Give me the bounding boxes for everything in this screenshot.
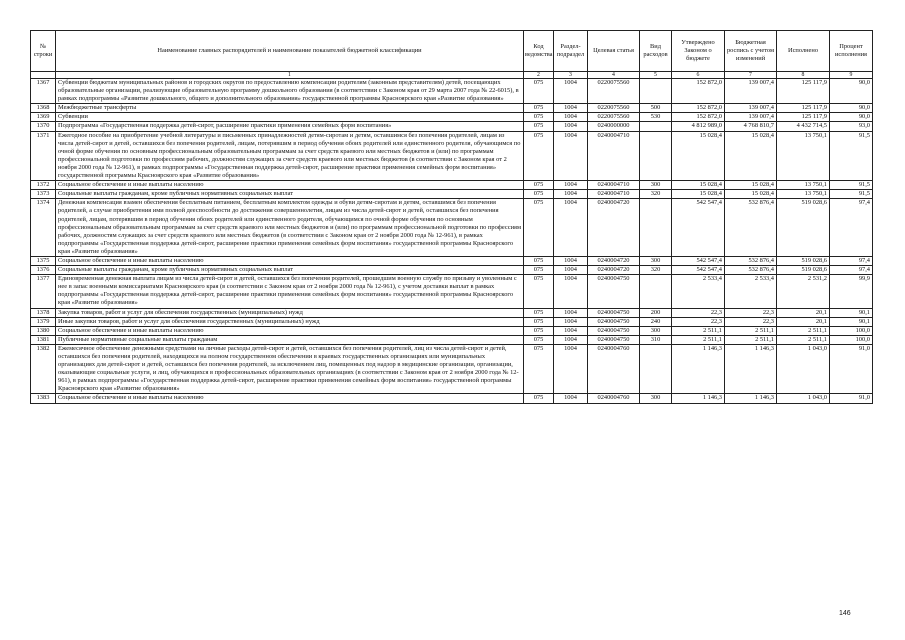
row-expense-type: 300 xyxy=(640,256,672,265)
row-expense-type xyxy=(640,79,672,104)
row-schedule: 1 146,3 xyxy=(725,394,777,403)
row-executed: 519 028,6 xyxy=(777,266,830,275)
row-target: 0220075560 xyxy=(588,113,640,122)
row-section: 1004 xyxy=(554,317,588,326)
table-row xyxy=(31,266,873,275)
row-number: 1377 xyxy=(31,275,56,308)
row-expense-type xyxy=(640,131,672,181)
row-approved: 22,3 xyxy=(672,317,725,326)
table-row xyxy=(31,256,873,265)
row-schedule: 22,3 xyxy=(725,308,777,317)
row-name: Иные закупки товаров, работ и услуг для обеспечения государственных (муниципальных) нужд xyxy=(56,317,524,326)
row-target: 0240004720 xyxy=(588,199,640,257)
row-percent: 97,4 xyxy=(830,256,873,265)
row-target: 0240004720 xyxy=(588,266,640,275)
table-row xyxy=(31,181,873,190)
row-percent: 97,4 xyxy=(830,266,873,275)
row-section: 1004 xyxy=(554,344,588,394)
table-row xyxy=(31,275,873,308)
row-expense-type: 320 xyxy=(640,190,672,199)
row-number: 1368 xyxy=(31,104,56,113)
row-percent: 91,5 xyxy=(830,131,873,181)
row-target: 0240004750 xyxy=(588,335,640,344)
row-section: 1004 xyxy=(554,199,588,257)
row-approved: 22,3 xyxy=(672,308,725,317)
row-name: Единовременная денежная выплата лицам из числа детей-сирот и детей, оставшихся без попечения родителей, прошедшим военную службу по призыву и уволенным с нее в запас военными комиссариатами Красноярского края (в соответствии с Законом края от 2 ноября 2000 года № 12-961), с учетом доставки выплат в рамках подпрограммы «Государственная поддержка детей-сирот, расширение практики применения семейных форм воспитания» государственной программы Красноярского края «Развитие образования» xyxy=(56,275,524,308)
row-expense-type: 310 xyxy=(640,335,672,344)
row-percent: 90,1 xyxy=(830,317,873,326)
column-number: 8 xyxy=(777,72,830,79)
row-target: 0240004750 xyxy=(588,308,640,317)
table-row xyxy=(31,317,873,326)
row-approved: 15 028,4 xyxy=(672,181,725,190)
row-executed: 20,1 xyxy=(777,317,830,326)
row-schedule: 532 876,4 xyxy=(725,266,777,275)
row-executed: 4 432 714,5 xyxy=(777,122,830,131)
row-target: 0240000000 xyxy=(588,122,640,131)
row-dept-code: 075 xyxy=(524,190,554,199)
row-schedule: 1 146,3 xyxy=(725,344,777,394)
row-approved: 152 872,0 xyxy=(672,79,725,104)
row-dept-code: 075 xyxy=(524,199,554,257)
row-number: 1381 xyxy=(31,335,56,344)
column-number xyxy=(31,72,56,79)
table-row xyxy=(31,79,873,104)
row-approved: 542 547,4 xyxy=(672,266,725,275)
row-executed: 125 117,9 xyxy=(777,79,830,104)
header-approved: Утверждено Законом о бюджете xyxy=(672,31,725,72)
row-name: Социальные выплаты гражданам, кроме публичных нормативных социальных выплат xyxy=(56,190,524,199)
row-target: 0240004710 xyxy=(588,190,640,199)
row-schedule: 22,3 xyxy=(725,317,777,326)
column-number: 9 xyxy=(830,72,873,79)
row-name: Социальное обеспечение и иные выплаты населению xyxy=(56,256,524,265)
row-target: 0220075560 xyxy=(588,79,640,104)
row-executed: 20,1 xyxy=(777,308,830,317)
row-dept-code: 075 xyxy=(524,317,554,326)
row-approved: 15 028,4 xyxy=(672,131,725,181)
column-numbers-row xyxy=(31,72,873,79)
row-number: 1376 xyxy=(31,266,56,275)
row-percent: 91,5 xyxy=(830,181,873,190)
row-percent: 90,0 xyxy=(830,79,873,104)
row-section: 1004 xyxy=(554,326,588,335)
row-expense-type: 240 xyxy=(640,317,672,326)
row-expense-type: 300 xyxy=(640,326,672,335)
row-dept-code: 075 xyxy=(524,335,554,344)
table-row xyxy=(31,113,873,122)
row-percent: 100,0 xyxy=(830,326,873,335)
row-target: 0240004710 xyxy=(588,131,640,181)
row-number: 1378 xyxy=(31,308,56,317)
column-number: 6 xyxy=(672,72,725,79)
header-percent: Процент исполнения xyxy=(830,31,873,72)
row-number: 1370 xyxy=(31,122,56,131)
row-approved: 4 812 989,0 xyxy=(672,122,725,131)
row-approved: 152 872,0 xyxy=(672,104,725,113)
table-row xyxy=(31,326,873,335)
row-schedule: 139 007,4 xyxy=(725,113,777,122)
row-section: 1004 xyxy=(554,104,588,113)
column-number: 3 xyxy=(554,72,588,79)
row-dept-code: 075 xyxy=(524,275,554,308)
header-row-no: № строки xyxy=(31,31,56,72)
row-section: 1004 xyxy=(554,113,588,122)
row-name: Социальное обеспечение и иные выплаты населению xyxy=(56,326,524,335)
page-number: 146 xyxy=(839,610,851,617)
row-schedule: 4 768 810,7 xyxy=(725,122,777,131)
column-number: 5 xyxy=(640,72,672,79)
row-target: 0240004750 xyxy=(588,317,640,326)
row-name: Ежемесячное обеспечение денежными средствами на личные расходы детей-сирот и детей, оставшихся без попечения родителей, лиц из числа детей-сирот и детей, оставшихся без попечения родителей, находящихся на полном государственном обеспечении в краевых государственных организациях или муниципальных организациях для детей-сирот и детей, оставшихся без попечения родителей, за исключением лиц, помещенных под надзор в медицинские организации, организации, оказывающие социальные услуги, и лиц, обучающихся в профессиональных образовательных организациях (в соответствии с Законом края от 2 ноября 2000 года № 12-961), в рамках подпрограммы «Государственная поддержка детей-сирот, расширение практики применения семейных форм воспитания» государственной программы Красноярского края «Развитие образования» xyxy=(56,344,524,394)
row-name: Социальное обеспечение и иные выплаты населению xyxy=(56,394,524,403)
row-dept-code: 075 xyxy=(524,113,554,122)
row-number: 1374 xyxy=(31,199,56,257)
column-number: 4 xyxy=(588,72,640,79)
row-target: 0240004720 xyxy=(588,256,640,265)
row-approved: 2 511,1 xyxy=(672,335,725,344)
row-executed: 125 117,9 xyxy=(777,113,830,122)
row-dept-code: 075 xyxy=(524,394,554,403)
row-section: 1004 xyxy=(554,79,588,104)
row-target: 0240004710 xyxy=(588,181,640,190)
row-dept-code: 075 xyxy=(524,131,554,181)
row-dept-code: 075 xyxy=(524,344,554,394)
row-executed: 13 750,1 xyxy=(777,190,830,199)
row-schedule: 532 876,4 xyxy=(725,256,777,265)
row-executed: 13 750,1 xyxy=(777,131,830,181)
row-executed: 519 028,6 xyxy=(777,199,830,257)
row-dept-code: 075 xyxy=(524,326,554,335)
row-name: Подпрограмма «Государственная поддержка детей-сирот, расширение практики применения семейных форм воспитания» xyxy=(56,122,524,131)
row-schedule: 2 511,1 xyxy=(725,326,777,335)
row-schedule: 15 028,4 xyxy=(725,131,777,181)
row-schedule: 15 028,4 xyxy=(725,190,777,199)
row-executed: 13 750,1 xyxy=(777,181,830,190)
row-approved: 542 547,4 xyxy=(672,256,725,265)
table-row xyxy=(31,122,873,131)
row-expense-type: 200 xyxy=(640,308,672,317)
row-executed: 1 043,0 xyxy=(777,394,830,403)
row-number: 1375 xyxy=(31,256,56,265)
row-executed: 2 511,1 xyxy=(777,335,830,344)
row-approved: 15 028,4 xyxy=(672,190,725,199)
row-section: 1004 xyxy=(554,266,588,275)
row-target: 0220075560 xyxy=(588,104,640,113)
row-section: 1004 xyxy=(554,275,588,308)
column-number: 1 xyxy=(56,72,524,79)
row-expense-type: 530 xyxy=(640,113,672,122)
row-number: 1369 xyxy=(31,113,56,122)
row-dept-code: 075 xyxy=(524,308,554,317)
row-percent: 91,0 xyxy=(830,344,873,394)
table-row xyxy=(31,190,873,199)
row-executed: 519 028,6 xyxy=(777,256,830,265)
row-approved: 2 511,1 xyxy=(672,326,725,335)
row-schedule: 532 876,4 xyxy=(725,199,777,257)
row-number: 1380 xyxy=(31,326,56,335)
row-number: 1383 xyxy=(31,394,56,403)
row-name: Денежная компенсация взамен обеспечения бесплатным питанием, бесплатным комплектом одежды и обуви детям-сиротам и детям, оставшимся без попечения родителей, а случае приобретения ими полной дееспособности до достижения совершеннолетия, лицам из числа детей-сирот и детей, оставшихся без попечения родителей, лицам, потерявшим в период обучения обоих родителей или единственного родителя, обучающимся по очной форме обучения по основным профессиональным образовательным программам за счет средств краевого или местных бюджетов и (или) по программам профессиональной подготовки по профессиям рабочих, должностям служащих за счет средств краевого или местных бюджетов (в соответствии с Законом края от 2 ноября 2000 года № 12-961), в рамках подпрограммы «Государственная поддержка детей-сирот, расширение практики применения семейных форм воспитания» государственной программы Красноярского края «Развитие образования» xyxy=(56,199,524,257)
header-schedule: Бюджетная роспись с учетом изменений xyxy=(725,31,777,72)
header-name: Наименование главных распорядителей и наименование показателей бюджетной классификации xyxy=(56,31,524,72)
table-body xyxy=(31,79,873,404)
column-number: 7 xyxy=(725,72,777,79)
row-approved: 152 872,0 xyxy=(672,113,725,122)
row-name: Субвенции xyxy=(56,113,524,122)
row-expense-type: 300 xyxy=(640,181,672,190)
row-name: Социальные выплаты гражданам, кроме публичных нормативных социальных выплат xyxy=(56,266,524,275)
table-row xyxy=(31,199,873,257)
table-row xyxy=(31,308,873,317)
row-expense-type xyxy=(640,344,672,394)
row-number: 1372 xyxy=(31,181,56,190)
row-name: Социальное обеспечение и иные выплаты населению xyxy=(56,181,524,190)
row-percent: 99,9 xyxy=(830,275,873,308)
column-number: 2 xyxy=(524,72,554,79)
row-schedule: 2 533,4 xyxy=(725,275,777,308)
table-row xyxy=(31,131,873,181)
row-number: 1379 xyxy=(31,317,56,326)
row-name: Закупка товаров, работ и услуг для обеспечения государственных (муниципальных) нужд xyxy=(56,308,524,317)
row-section: 1004 xyxy=(554,308,588,317)
row-executed: 2 511,1 xyxy=(777,326,830,335)
row-section: 1004 xyxy=(554,190,588,199)
row-approved: 1 146,3 xyxy=(672,344,725,394)
row-dept-code: 075 xyxy=(524,122,554,131)
header-row xyxy=(31,31,873,72)
row-target: 0240004750 xyxy=(588,275,640,308)
row-executed: 2 531,2 xyxy=(777,275,830,308)
budget-table xyxy=(30,30,873,404)
row-section: 1004 xyxy=(554,335,588,344)
row-name: Публичные нормативные социальные выплаты гражданам xyxy=(56,335,524,344)
row-executed: 1 043,0 xyxy=(777,344,830,394)
row-number: 1367 xyxy=(31,79,56,104)
row-name: Межбюджетные трансферты xyxy=(56,104,524,113)
row-executed: 125 117,9 xyxy=(777,104,830,113)
row-target: 0240004750 xyxy=(588,326,640,335)
row-section: 1004 xyxy=(554,122,588,131)
row-dept-code: 075 xyxy=(524,266,554,275)
row-expense-type: 300 xyxy=(640,394,672,403)
row-name: Ежегодное пособие на приобретение учебной литературы и письменных принадлежностей детям-сиротам и детям, оставшимся без попечения родителей, лицам из числа детей-сирот и детей, оставшихся без попечения родителей, лицам, потерявшим в период обучения обоих родителей или единственного родителя, обучающимся по очной форме обучения по основным профессиональным образовательным программам за счет средств краевого или местных бюджетов и (или) по программам профессиональной подготовки по профессиям рабочих, должностям служащих за счет средств краевого или местных бюджетов (в соответствии с Законом края от 2 ноября 2000 года № 12-961), в рамках подпрограммы «Государственная поддержка детей-сирот, расширение практики применения семейных форм воспитания» государственной программы Красноярского края «Развитие образования» xyxy=(56,131,524,181)
row-dept-code: 075 xyxy=(524,79,554,104)
row-percent: 91,0 xyxy=(830,394,873,403)
row-section: 1004 xyxy=(554,256,588,265)
row-expense-type: 320 xyxy=(640,266,672,275)
header-target: Целевая статья xyxy=(588,31,640,72)
table-row xyxy=(31,344,873,394)
row-section: 1004 xyxy=(554,394,588,403)
row-schedule: 139 007,4 xyxy=(725,104,777,113)
row-expense-type xyxy=(640,199,672,257)
row-schedule: 139 007,4 xyxy=(725,79,777,104)
row-dept-code: 075 xyxy=(524,256,554,265)
row-schedule: 2 511,1 xyxy=(725,335,777,344)
row-section: 1004 xyxy=(554,181,588,190)
row-approved: 2 533,4 xyxy=(672,275,725,308)
row-number: 1371 xyxy=(31,131,56,181)
row-dept-code: 075 xyxy=(524,104,554,113)
row-percent: 90,0 xyxy=(830,113,873,122)
budget-report-page xyxy=(30,30,872,404)
row-percent: 100,0 xyxy=(830,335,873,344)
table-row xyxy=(31,394,873,403)
table-row xyxy=(31,335,873,344)
header-executed: Исполнено xyxy=(777,31,830,72)
row-section: 1004 xyxy=(554,131,588,181)
row-percent: 97,4 xyxy=(830,199,873,257)
row-expense-type: 500 xyxy=(640,104,672,113)
row-dept-code: 075 xyxy=(524,181,554,190)
header-dept-code: Код ведомства xyxy=(524,31,554,72)
table-row xyxy=(31,104,873,113)
row-number: 1382 xyxy=(31,344,56,394)
row-number: 1373 xyxy=(31,190,56,199)
row-percent: 90,1 xyxy=(830,308,873,317)
row-approved: 1 146,3 xyxy=(672,394,725,403)
row-expense-type xyxy=(640,122,672,131)
row-percent: 90,0 xyxy=(830,104,873,113)
row-approved: 542 547,4 xyxy=(672,199,725,257)
row-target: 0240004760 xyxy=(588,394,640,403)
row-percent: 93,0 xyxy=(830,122,873,131)
row-target: 0240004760 xyxy=(588,344,640,394)
row-schedule: 15 028,4 xyxy=(725,181,777,190)
row-expense-type xyxy=(640,275,672,308)
header-section: Раздел-подраздел xyxy=(554,31,588,72)
header-expense-type: Вид расходов xyxy=(640,31,672,72)
row-name: Субвенции бюджетам муниципальных районов и городских округов по предоставлению компенсации родителям (законным представителям) детей, посещающих образовательные организации, реализующие образовательную программу дошкольного образования (в соответствии с Законом края от 29 марта 2007 года № 22-6015), в рамках подпрограммы «Развитие дошкольного, общего и дополнительного образования» государственной программы Красноярского края «Развитие образования» xyxy=(56,79,524,104)
row-percent: 91,5 xyxy=(830,190,873,199)
